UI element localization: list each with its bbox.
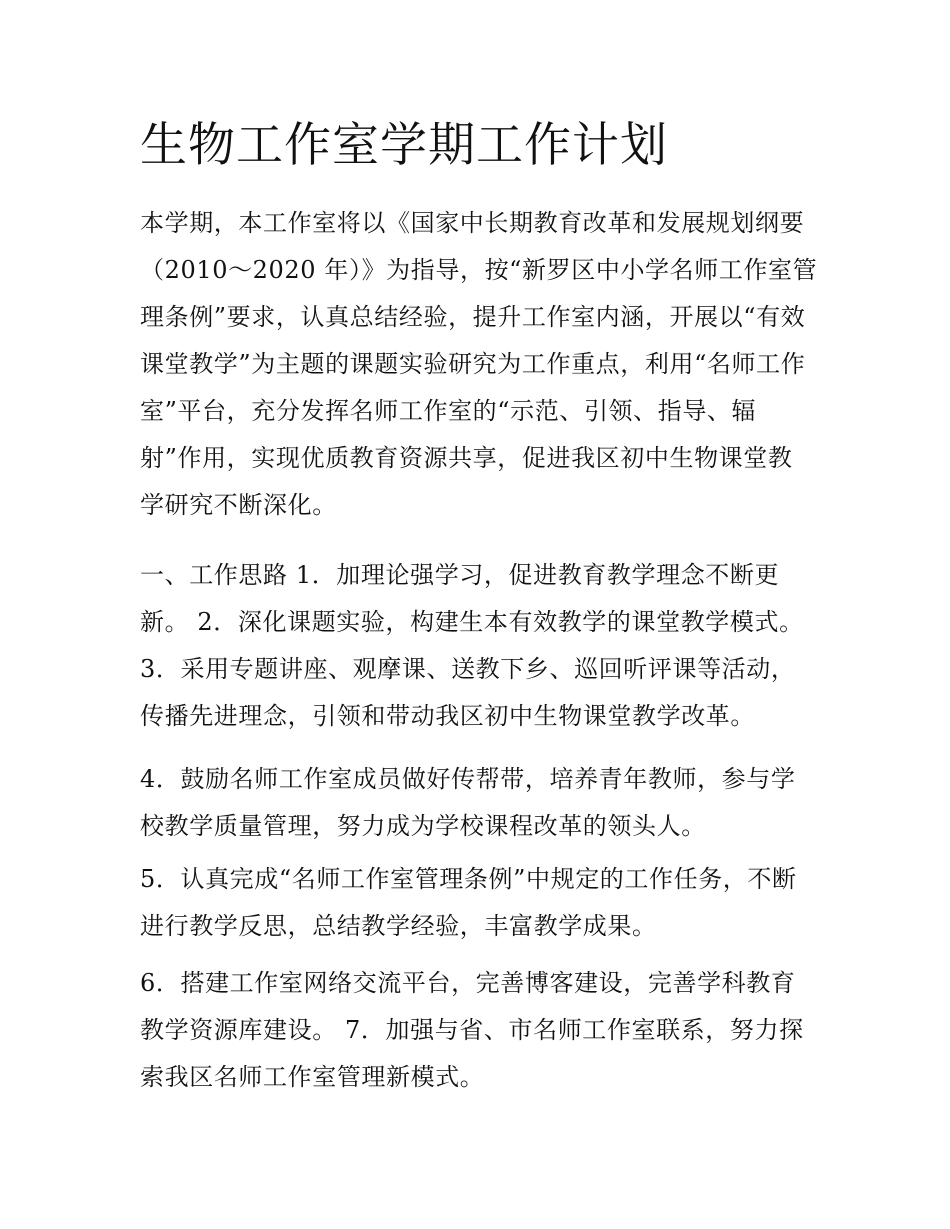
intro-line: （2010～2020 年）》为指导，按“新罗区中小学名师工作室管 xyxy=(140,256,818,284)
intro-line: 学研究不断深化。 xyxy=(140,491,337,519)
section-line: 传播先进理念，引领和带动我区初中生物课堂教学改革。 xyxy=(140,702,755,730)
section-line: 6．搭建工作室网络交流平台，完善博客建设，完善学科教育 xyxy=(140,969,796,997)
intro-line: 理条例”要求，认真总结经验，提升工作室内涵，开展以“有效 xyxy=(140,303,806,331)
section-line: 新。 2．深化课题实验，构建生本有效教学的课堂教学模式。 xyxy=(140,608,804,636)
section-line: 教学资源库建设。 7．加强与省、市名师工作室联系，努力探 xyxy=(140,1016,804,1044)
intro-line: 室”平台，充分发挥名师工作室的“示范、引领、指导、辐 xyxy=(140,397,757,425)
document-title: 生物工作室学期工作计划 xyxy=(140,118,668,173)
section-line: 一、工作思路 1．加理论强学习，促进教育教学理念不断更 xyxy=(140,561,780,589)
section-line: 索我区名师工作室管理新模式。 xyxy=(140,1063,485,1091)
intro-line: 课堂教学”为主题的课题实验研究为工作重点，利用“名师工作 xyxy=(140,350,806,378)
section-line: 4．鼓励名师工作室成员做好传帮带，培养青年教师，参与学 xyxy=(140,765,796,793)
section-line: 校教学质量管理，努力成为学校课程改革的领头人。 xyxy=(140,812,706,840)
section-line: 进行教学反思，总结教学经验，丰富教学成果。 xyxy=(140,912,657,940)
intro-line: 本学期，本工作室将以《国家中长期教育改革和发展规划纲要 xyxy=(140,209,805,237)
section-line: 5．认真完成“名师工作室管理条例”中规定的工作任务，不断 xyxy=(140,865,797,893)
section-line: 3．采用专题讲座、观摩课、送教下乡、巡回听评课等活动， xyxy=(140,655,796,683)
intro-line: 射”作用，实现优质教育资源共享，促进我区初中生物课堂教 xyxy=(140,444,793,472)
